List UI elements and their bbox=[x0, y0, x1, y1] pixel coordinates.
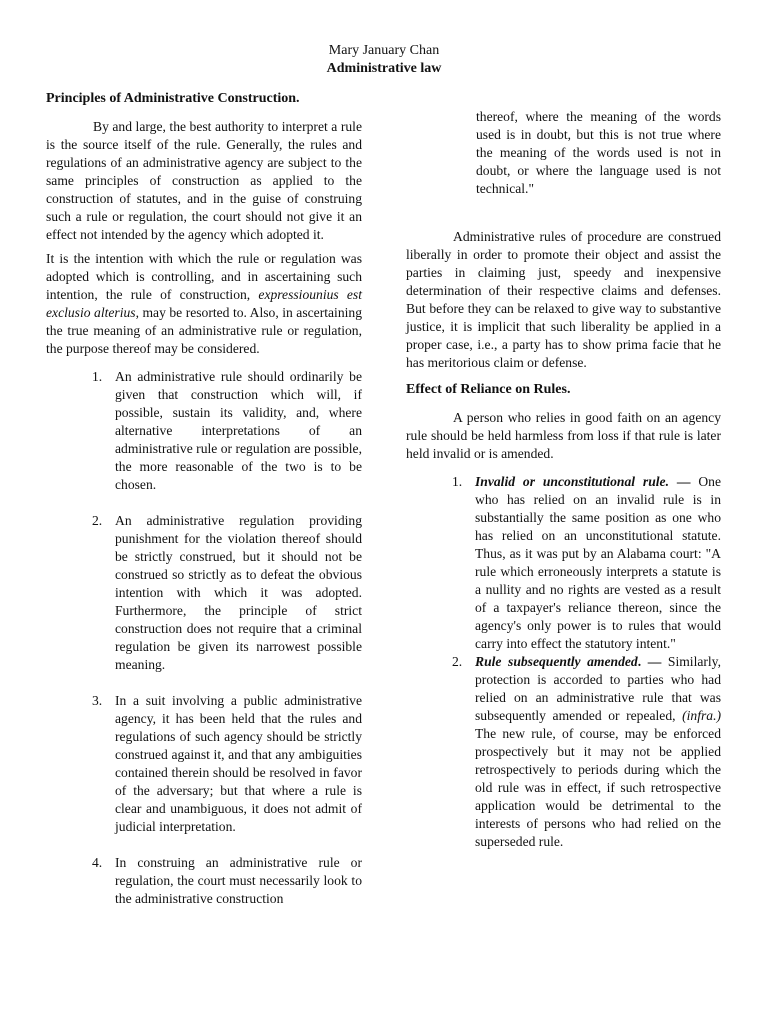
list-item-number: 3. bbox=[92, 693, 103, 708]
list-item-number: 4. bbox=[92, 855, 103, 870]
list-item-continuation: thereof, where the meaning of the words used is in doubt, but this is not true where the meaning of the words used is not in doubt, or where the language used is not technical." bbox=[476, 109, 721, 196]
paragraph-intention-text-a: It is the intention with which the rule or regulation was adopted which is controlling, and in ascertaining such intention, the rule of construction, bbox=[46, 251, 362, 302]
reliance-rules-list bbox=[406, 473, 721, 851]
paragraph-reliance: A person who relies in good faith on an agency rule should be held harmless from loss if that rule is later held invalid or is amended. bbox=[406, 410, 721, 461]
paragraph-authority: By and large, the best authority to interpret a rule is the source itself of the rule. Generally, the rules and regulations of an administrative agency are subject to the same principles of construction as applied to the construction of statutes, and in the guise of construing such a rule or regulation, the court should not give it an effect not intended by the agency which adopted it. bbox=[46, 119, 362, 242]
list-item-number: 1. bbox=[92, 369, 103, 384]
list-item bbox=[46, 854, 362, 908]
list-item-text: In construing an administrative rule or regulation, the court must necessarily look to the administrative construction bbox=[115, 855, 362, 906]
paragraph-intention-text-b: , may be resorted to. Also, in ascertaining the true meaning of an administrative rule or regulation, the purpose thereof may be considered. bbox=[46, 305, 362, 356]
list-item-title: Rule subsequently amended bbox=[475, 654, 638, 669]
list-item-title: Invalid or unconstitutional rule. bbox=[475, 474, 669, 489]
construction-rules-list bbox=[46, 368, 362, 908]
left-column bbox=[46, 90, 362, 908]
list-item bbox=[46, 692, 362, 836]
right-column bbox=[406, 108, 721, 851]
list-item-dash: . — bbox=[637, 654, 662, 669]
list-item bbox=[46, 512, 362, 674]
document-title: Administrative law bbox=[326, 61, 442, 76]
list-item-text: One who has relied on an invalid rule is in substantially the same position as one who has relied on an unconstitutional statute. Thus, as it was put by an Alabama court: "A rule which erroneously interprets a statute is a nullity and no rights are vested as a result of a taxpayer's reliance thereon, since the agency's only power is to rules that would carry into effect the statutory intent." bbox=[475, 474, 721, 651]
list-item-dash: — bbox=[668, 474, 691, 489]
paragraph-procedure: Administrative rules of procedure are construed liberally in order to promote their object and assist the parties in claiming just, speedy and inexpensive determination of their respective claims and defenses. But before they can be relaxed to give way to substantive justice, it is implicit that such liberality be applied in a proper case, i.e., a party has to show prima facie that he has meritorious claim or defense. bbox=[406, 229, 721, 370]
list-item-text-b: The new rule, of course, may be enforced prospectively but it may not be applied retrospectively to periods during which the old rule was in effect, if such retrospective application would be detrimental to the interests of persons who had relied on the superseded rule. bbox=[475, 726, 721, 849]
document-header bbox=[0, 41, 768, 77]
section-heading-principles: Principles of Administrative Construction. bbox=[46, 91, 300, 106]
paragraph-intention bbox=[46, 250, 362, 358]
list-item-number: 2. bbox=[452, 654, 463, 669]
list-item-text: An administrative rule should ordinarily be given that construction which will, if possible, sustain its validity, and, where alternative interpretations of an administrative rule or regulation are possible, the more reasonable of the two is to be chosen. bbox=[115, 369, 362, 492]
list-item bbox=[46, 368, 362, 494]
list-item bbox=[406, 653, 721, 851]
list-item-number: 2. bbox=[92, 513, 103, 528]
infra-reference: (infra.) bbox=[682, 708, 721, 723]
latin-maxim: expressiounius est exclusio alterius bbox=[46, 287, 363, 320]
list-item bbox=[406, 473, 721, 653]
list-item-number: 1. bbox=[452, 474, 463, 489]
list-item-text: An administrative regulation providing punishment for the violation thereof should be strictly construed, but it should not be construed so strictly as to defeat the obvious intention with which it was adopted. Furthermore, the principle of strict construction does not require that a criminal regulation be given its narrowest possible meaning. bbox=[115, 513, 362, 672]
section-heading-reliance: Effect of Reliance on Rules. bbox=[406, 382, 571, 397]
author-name: Mary January Chan bbox=[328, 43, 440, 58]
list-item-text-a: Similarly, protection is accorded to parties who had relied on an administrative rule that was subsequently amended or repealed, bbox=[475, 654, 721, 723]
list-item-text: In a suit involving a public administrative agency, it has been held that the rules and regulations of such agency should be strictly construed against it, and that any ambiguities contained therein should be resolved in favor of the adversary; but that where a rule is clear and unambiguous, it does not admit of judicial interpretation. bbox=[115, 693, 362, 834]
